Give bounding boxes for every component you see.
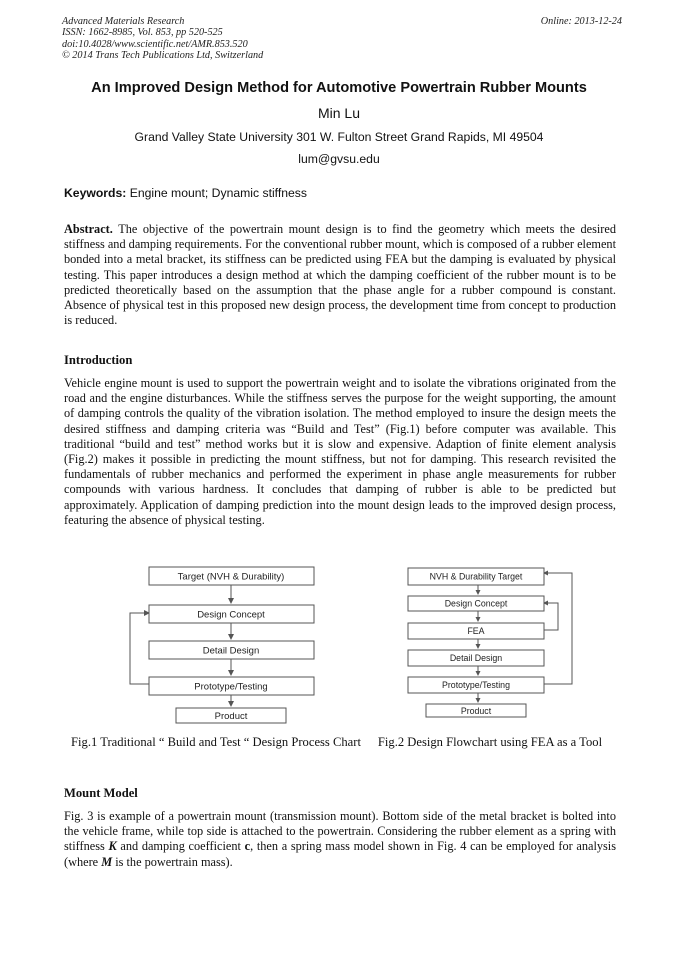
figure-2 bbox=[396, 563, 582, 723]
fig1-flowchart bbox=[118, 563, 348, 729]
svg-text:Design Concept: Design Concept bbox=[197, 609, 265, 621]
svg-text:Product: Product bbox=[214, 711, 248, 722]
fig2-fea-loop-arrow bbox=[544, 603, 558, 630]
svg-text:NVH & Durability Target: NVH & Durability Target bbox=[429, 571, 523, 582]
journal-issn: ISSN: 1662-8985, Vol. 853, pp 520-525 bbox=[62, 27, 223, 39]
introduction-paragraph: Vehicle engine mount is used to support the powertrain weight and to isolate the vibrations originated from the road and the engine disturbances. While the stiffness serves the purpose for the weight supporting, the amount of damping controls the quality of the vibration isolation. The method employed to insure the design meets the desired stiffness and damping criteria was “Build and Test” (Fig.1) before computer was available. This traditional “build and test” method works but it is slow and expensive. Adaption of finite element analysis (Fig.2) makes it possible in predicting the mount stiffness, but not for damping. This research revisited the fundamentals of rubber mechanics and performed the experiment in phase angle measurements for rubber compounds with various hardness. It concludes that damping of rubber is able to be predicted but approximately. Application of damping prediction into the mount design leads to the improved design process, featuring the absence of physical testing. bbox=[64, 376, 616, 527]
fig1-box-prototype bbox=[149, 677, 314, 695]
paper-title: An Improved Design Method for Automotive Powertrain Rubber Mounts bbox=[91, 80, 587, 96]
author-affiliation: Grand Valley State University 301 W. Fulton Street Grand Rapids, MI 49504 bbox=[134, 130, 544, 144]
fig2-box-fea bbox=[408, 623, 544, 639]
svg-text:FEA: FEA bbox=[467, 626, 485, 636]
svg-text:Detail Design: Detail Design bbox=[202, 645, 260, 657]
abstract-label: Abstract. bbox=[64, 222, 113, 236]
journal-doi: doi:10.4028/www.scientific.net/AMR.853.520 bbox=[62, 38, 248, 50]
abstract-text: The objective of the powertrain mount design is to find the geometry which meets the desired stiffness and damping requirements. For the conventional rubber mount, which is composed of a rubber element bonded into a metal bracket, its stiffness can be predicted using FEA but the damping is evaluated by physical testing. This paper introduces a design method at which the damping coefficient of the rubber mount is to be predicted theoretically based on the assumption that the phase angle for a rubber compound is constant. Absence of physical test in this proposed new design process, the development time from concept to production is reduced. bbox=[64, 222, 617, 328]
symbol-K: K bbox=[108, 839, 117, 854]
fig2-box-detail-design bbox=[408, 650, 544, 666]
fig2-box-design-concept bbox=[408, 596, 544, 611]
journal-header bbox=[62, 16, 622, 62]
figure-2-caption: Fig.2 Design Flowchart using FEA as a Tool bbox=[377, 735, 603, 749]
fig1-feedback-arrow bbox=[130, 613, 149, 684]
figure-1-caption: Fig.1 Traditional “ Build and Test “ Design Process Chart bbox=[71, 735, 361, 749]
online-date: Online: 2013-12-24 bbox=[540, 16, 622, 27]
fig2-box-target bbox=[408, 568, 544, 585]
fig1-box-product bbox=[176, 708, 286, 723]
author-email: lum@gvsu.edu bbox=[298, 152, 380, 166]
author-name: Min Lu bbox=[317, 105, 361, 121]
keywords bbox=[64, 186, 307, 200]
svg-text:Design Concept: Design Concept bbox=[444, 598, 508, 609]
fig2-flowchart bbox=[396, 563, 582, 723]
fig1-box-detail-design bbox=[149, 641, 314, 659]
svg-text:Target (NVH & Durability): Target (NVH & Durability) bbox=[177, 571, 285, 583]
symbol-M: M bbox=[101, 854, 113, 869]
symbol-c: c bbox=[244, 839, 251, 854]
mount-model-heading: Mount Model bbox=[64, 786, 138, 800]
abstract-paragraph bbox=[64, 222, 616, 328]
journal-copyright: © 2014 Trans Tech Publications Ltd, Switzerland bbox=[62, 50, 264, 62]
keywords-label: Keywords: bbox=[64, 186, 127, 200]
fig2-box-product bbox=[426, 704, 526, 717]
svg-text:Prototype/Testing: Prototype/Testing bbox=[442, 680, 510, 690]
fig1-box-target bbox=[149, 567, 314, 585]
figure-1 bbox=[118, 563, 348, 729]
svg-text:Product: Product bbox=[460, 706, 492, 716]
fig1-box-design-concept bbox=[149, 605, 314, 623]
journal-name: Advanced Materials Research bbox=[62, 16, 185, 27]
mount-model-paragraph: Fig. 3 is example of a powertrain mount (transmission mount). Bottom side of the metal bracket is bolted into the vehicle frame, while top side is attached to the powertrain. Considering the rubber element as a spring with stiffness K and damping coefficient c, then a spring mass model shown in Fig. 4 can be employed for analysis (where M is the powertrain mass). bbox=[64, 809, 617, 869]
introduction-heading: Introduction bbox=[64, 353, 133, 367]
svg-text:Detail Design: Detail Design bbox=[449, 653, 503, 663]
fig2-box-prototype bbox=[408, 677, 544, 693]
svg-text:Prototype/Testing: Prototype/Testing bbox=[194, 681, 268, 693]
keywords-text: Engine mount; Dynamic stiffness bbox=[129, 186, 307, 200]
